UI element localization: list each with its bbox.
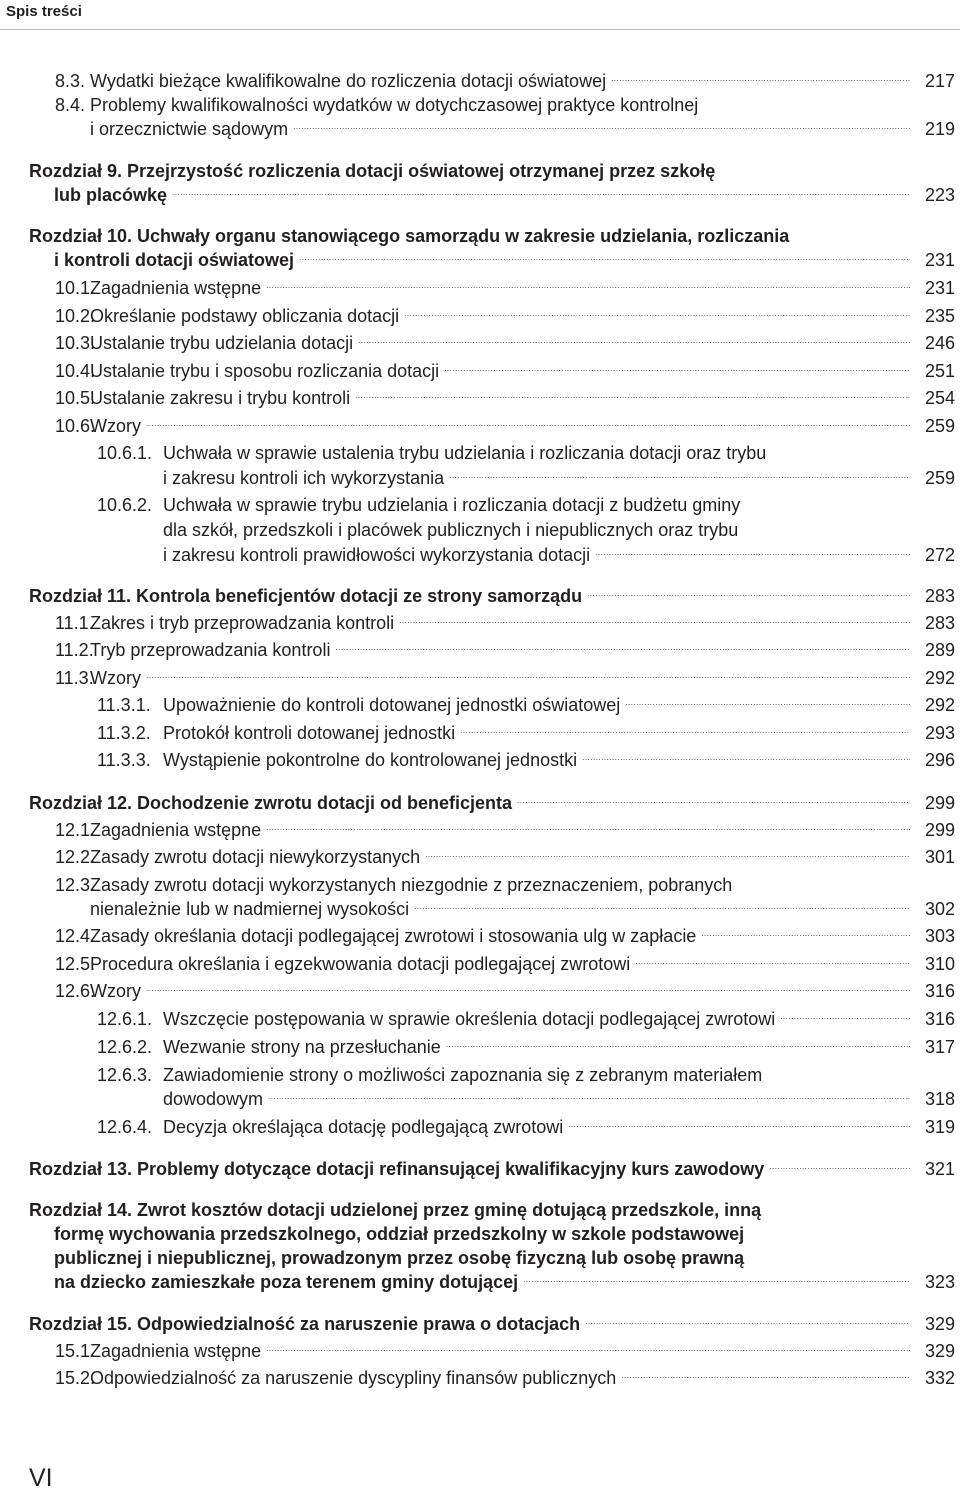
- toc-dot-leader: [358, 333, 910, 353]
- toc-dot-leader: [268, 1089, 910, 1109]
- toc-entry-page: 317: [924, 1037, 955, 1057]
- toc-dot-leader: [399, 613, 910, 633]
- toc-entry[interactable]: [97, 1065, 762, 1085]
- toc-entry[interactable]: [97, 723, 960, 743]
- toc-entry[interactable]: [29, 586, 960, 606]
- toc-entry-title: formę wychowania przedszkolnego, oddział przedszkolny w szkole podstawowej: [54, 1224, 745, 1244]
- toc-entry-title: Wzory: [90, 981, 141, 1001]
- toc-entry-page: 303: [924, 926, 955, 946]
- toc-entry-page: 259: [924, 468, 955, 488]
- toc-dot-leader: [460, 723, 910, 743]
- toc-entry-page: 318: [924, 1089, 955, 1109]
- toc-entry-title: lub placówkę: [54, 185, 168, 205]
- toc-entry-page: 296: [924, 750, 955, 770]
- toc-dot-leader: [611, 71, 910, 91]
- toc-entry-title: publicznej i niepublicznej, prowadzonym przez osobę fizyczną lub osobę prawną: [54, 1248, 745, 1268]
- toc-dot-leader: [568, 1117, 910, 1137]
- toc-entry-number: 8.3.: [55, 71, 86, 91]
- toc-entry-page: 231: [924, 250, 955, 270]
- toc-entry-number: Rozdział 12.: [29, 793, 133, 813]
- toc-entry[interactable]: [55, 954, 960, 974]
- toc-entry-page: 319: [924, 1117, 955, 1137]
- toc-entry[interactable]: [54, 185, 960, 205]
- toc-entry-title: nienależnie lub w nadmiernej wysokości: [90, 899, 410, 919]
- toc-entry-title: Zakres i tryb przeprowadzania kontroli: [90, 613, 395, 633]
- toc-entry[interactable]: [163, 468, 960, 488]
- toc-dot-leader: [585, 1314, 910, 1334]
- toc-entry[interactable]: [55, 306, 960, 326]
- toc-dot-leader: [299, 250, 910, 270]
- toc-entry-number: 11.3.1.: [97, 695, 151, 715]
- toc-entry-title: Wzory: [90, 416, 141, 436]
- toc-dot-leader: [449, 468, 910, 488]
- toc-entry-number: Rozdział 11.: [29, 586, 132, 606]
- toc-dot-leader: [625, 695, 910, 715]
- toc-entry-page: 293: [924, 723, 955, 743]
- toc-entry[interactable]: [55, 820, 960, 840]
- toc-entry[interactable]: [97, 495, 740, 515]
- toc-entry-page: 332: [924, 1368, 955, 1388]
- toc-entry-title: Ustalanie trybu i sposobu rozliczania dotacji: [90, 361, 440, 381]
- toc-dot-leader: [780, 1009, 910, 1029]
- toc-entry-title: Zasady określania dotacji podlegającej zwrotowi i stosowania ulg w zapłacie: [90, 926, 697, 946]
- toc-entry-page: 302: [924, 899, 955, 919]
- toc-entry-title: Ustalanie trybu udzielania dotacji: [90, 333, 354, 353]
- toc-entry[interactable]: [55, 278, 960, 298]
- toc-entry-number: 12.6.1.: [97, 1009, 153, 1029]
- toc-entry-number: Rozdział 10.: [29, 226, 133, 246]
- toc-dot-leader: [444, 361, 910, 381]
- toc-entry-title: na dziecko zamieszkałe poza terenem gminy dotującej: [54, 1272, 519, 1292]
- toc-entry[interactable]: [97, 443, 766, 463]
- toc-entry-page: 272: [924, 545, 955, 565]
- toc-dot-leader: [587, 586, 910, 606]
- toc-entry-number: 12.3.: [55, 875, 96, 895]
- toc-entry-page: 301: [924, 847, 955, 867]
- toc-entry-page: 321: [924, 1159, 955, 1179]
- toc-entry-number: 10.2.: [55, 306, 96, 326]
- toc-entry-number: 8.4.: [55, 95, 86, 115]
- toc-entry[interactable]: [29, 1200, 761, 1220]
- toc-entry[interactable]: [29, 1314, 960, 1334]
- toc-entry[interactable]: [163, 545, 960, 565]
- toc-entry-number: 10.6.1.: [97, 443, 153, 463]
- toc-entry-title: Uchwała w sprawie ustalenia trybu udzielania i rozliczania dotacji oraz trybu: [163, 443, 767, 463]
- toc-entry[interactable]: [29, 793, 960, 813]
- toc-entry[interactable]: [55, 613, 960, 633]
- toc-entry[interactable]: [90, 119, 960, 139]
- toc-dot-leader: [355, 388, 910, 408]
- toc-entry[interactable]: [54, 1272, 960, 1292]
- toc-dot-leader: [293, 119, 910, 139]
- toc-entry-title: Określanie podstawy obliczania dotacji: [90, 306, 400, 326]
- toc-entry-number: Rozdział 13.: [29, 1159, 133, 1179]
- toc-dot-leader: [414, 899, 910, 919]
- toc-entry-title: Procedura określania i egzekwowania dotacji podlegającej zwrotowi: [90, 954, 631, 974]
- toc-dot-leader: [425, 847, 910, 867]
- toc-entry-title: Zasady zwrotu dotacji wykorzystanych niezgodnie z przeznaczeniem, pobranych: [90, 875, 733, 895]
- toc-entry-title: dowodowym: [163, 1089, 264, 1109]
- toc-dot-leader: [146, 981, 910, 1001]
- toc-entry[interactable]: [90, 899, 960, 919]
- toc-dot-leader: [266, 820, 910, 840]
- toc-entry-page: 310: [924, 954, 955, 974]
- toc-entry-title: Decyzja określająca dotację podlegającą zwrotowi: [163, 1117, 564, 1137]
- toc-entry-page: 217: [924, 71, 955, 91]
- page-number: VI: [29, 1464, 53, 1492]
- toc-entry[interactable]: [55, 875, 732, 895]
- toc-entry[interactable]: [55, 847, 960, 867]
- toc-dot-leader: [517, 793, 910, 813]
- toc-entry-number: 12.6.2.: [97, 1037, 153, 1057]
- toc-entry[interactable]: [54, 250, 960, 270]
- toc-dot-leader: [701, 926, 910, 946]
- toc-entry-page: 289: [924, 640, 955, 660]
- toc-entry[interactable]: [55, 95, 698, 115]
- toc-entry[interactable]: [29, 161, 715, 181]
- toc-dot-leader: [146, 416, 910, 436]
- toc-entry-number: 10.5.: [55, 388, 96, 408]
- toc-entry-title: i orzecznictwie sądowym: [90, 119, 289, 139]
- toc-dot-leader: [335, 640, 910, 660]
- toc-entry-number: 10.4.: [55, 361, 96, 381]
- toc-entry-number: 11.3.3.: [97, 750, 151, 770]
- toc-dot-leader: [404, 306, 910, 326]
- toc-entry-page: 299: [924, 820, 955, 840]
- toc-entry-number: Rozdział 9.: [29, 161, 123, 181]
- toc-entry[interactable]: [163, 1089, 960, 1109]
- toc-entry-number: 10.1.: [55, 278, 96, 298]
- toc-entry[interactable]: [97, 1117, 960, 1137]
- toc-entry[interactable]: [55, 333, 960, 353]
- toc-entry-number: 11.1.: [55, 613, 94, 633]
- toc-dot-leader: [621, 1368, 910, 1388]
- toc-entry-page: 283: [924, 613, 955, 633]
- toc-entry-title: Problemy kwalifikowalności wydatków w dotychczasowej praktyce kontrolnej: [90, 95, 699, 115]
- toc-entry-number: 12.2.: [55, 847, 96, 867]
- toc-entry-title: Zagadnienia wstępne: [90, 820, 262, 840]
- toc-entry-title: i zakresu kontroli prawidłowości wykorzystania dotacji: [163, 545, 591, 565]
- toc-entry-page: 316: [924, 981, 955, 1001]
- toc-entry-title: Tryb przeprowadzania kontroli: [90, 640, 331, 660]
- toc-entry[interactable]: [97, 1009, 960, 1029]
- toc-entry-title: Przejrzystość rozliczenia dotacji oświatowej otrzymanej przez szkołę: [127, 161, 716, 181]
- toc-entry-page: 292: [924, 668, 955, 688]
- toc-entry-number: 12.6.3.: [97, 1065, 153, 1085]
- toc-entry-page: 235: [924, 306, 955, 326]
- toc-entry-title: Zasady zwrotu dotacji niewykorzystanych: [90, 847, 421, 867]
- toc-entry-page: 292: [924, 695, 955, 715]
- toc-entry[interactable]: [55, 926, 960, 946]
- toc-entry-number: 10.6.: [55, 416, 96, 436]
- toc-entry[interactable]: [55, 71, 960, 91]
- toc-entry[interactable]: [55, 1341, 960, 1361]
- toc-entry-title: Wszczęcie postępowania w sprawie określenia dotacji podlegającej zwrotowi: [163, 1009, 776, 1029]
- toc-entry-page: 329: [924, 1341, 955, 1361]
- toc-dot-leader: [523, 1272, 910, 1292]
- toc-entry-number: 11.2.: [55, 640, 94, 660]
- header-title: Spis treści: [6, 3, 82, 20]
- toc-entry-number: 10.3.: [55, 333, 96, 353]
- toc-entry-number: 12.6.4.: [97, 1117, 153, 1137]
- toc-entry-title: Wzory: [90, 668, 141, 688]
- toc-dot-leader: [446, 1037, 910, 1057]
- toc-entry-title: Zagadnienia wstępne: [90, 1341, 262, 1361]
- toc-entry-number: Rozdział 15.: [29, 1314, 133, 1334]
- toc-entry-number: 11.3.: [55, 668, 94, 688]
- toc-entry-number: Rozdział 14.: [29, 1200, 133, 1220]
- toc-dot-leader: [635, 954, 910, 974]
- toc-entry-number: 15.1.: [55, 1341, 96, 1361]
- toc-entry-title: Zawiadomienie strony o możliwości zapoznania się z zebranym materiałem: [163, 1065, 763, 1085]
- toc-entry-title: Problemy dotyczące dotacji refinansującej kwalifikacyjny kurs zawodowy: [137, 1159, 765, 1179]
- toc-entry-page: 246: [924, 333, 955, 353]
- toc-entry-title: Protokół kontroli dotowanej jednostki: [163, 723, 456, 743]
- toc-entry[interactable]: [29, 226, 789, 246]
- toc-entry-number: 12.4.: [55, 926, 96, 946]
- toc-dot-leader: [266, 1341, 910, 1361]
- toc-entry[interactable]: [97, 1037, 960, 1057]
- toc-entry-page: 219: [924, 119, 955, 139]
- toc-entry[interactable]: [55, 388, 960, 408]
- toc-entry-title: dla szkół, przedszkoli i placówek publicznych i niepublicznych oraz trybu: [163, 520, 739, 540]
- toc-entry-page: 251: [924, 361, 955, 381]
- toc-entry-number: 12.5.: [55, 954, 96, 974]
- toc-dot-leader: [582, 750, 910, 770]
- toc-entry-title: Odpowiedzialność za naruszenie dyscypliny finansów publicznych: [90, 1368, 617, 1388]
- toc-entry-number: 12.1.: [55, 820, 96, 840]
- toc-entry[interactable]: [54, 1248, 744, 1268]
- toc-entry-page: 231: [924, 278, 955, 298]
- toc-entry-title: Uchwały organu stanowiącego samorządu w zakresie udzielania, rozliczania: [137, 226, 790, 246]
- toc-entry-title: Kontrola beneficjentów dotacji ze strony samorządu: [136, 586, 583, 606]
- toc-entry-number: 15.2.: [55, 1368, 96, 1388]
- toc-entry-title: Wydatki bieżące kwalifikowalne do rozliczenia dotacji oświatowej: [90, 71, 607, 91]
- toc-entry-number: 11.3.2.: [97, 723, 151, 743]
- toc-entry[interactable]: [55, 361, 960, 381]
- toc-entry-title: Dochodzenie zwrotu dotacji od beneficjenta: [137, 793, 513, 813]
- toc-entry[interactable]: [55, 1368, 960, 1388]
- toc-entry-number: 10.6.2.: [97, 495, 153, 515]
- toc-entry-page: 223: [924, 185, 955, 205]
- toc-entry-title: Zagadnienia wstępne: [90, 278, 262, 298]
- toc-entry-page: 299: [924, 793, 955, 813]
- toc-dot-leader: [769, 1159, 910, 1179]
- toc-entry-title: Wystąpienie pokontrolne do kontrolowanej jednostki: [163, 750, 578, 770]
- toc-entry[interactable]: [55, 640, 960, 660]
- toc-dot-leader: [595, 545, 910, 565]
- toc-entry-title: i zakresu kontroli ich wykorzystania: [163, 468, 445, 488]
- toc-entry-title: Odpowiedzialność za naruszenie prawa o dotacjach: [137, 1314, 581, 1334]
- toc-entry[interactable]: [55, 981, 960, 1001]
- toc-entry-page: 316: [924, 1009, 955, 1029]
- toc-entry[interactable]: [163, 520, 738, 540]
- toc-entry-title: Zwrot kosztów dotacji udzielonej przez gminę dotującą przedszkole, inną: [137, 1200, 762, 1220]
- toc-entry-page: 254: [924, 388, 955, 408]
- toc-entry-page: 323: [924, 1272, 955, 1292]
- toc-dot-leader: [146, 668, 910, 688]
- toc-entry[interactable]: [97, 695, 960, 715]
- toc-dot-leader: [172, 185, 910, 205]
- toc-entry[interactable]: [97, 750, 960, 770]
- toc-entry[interactable]: [55, 416, 960, 436]
- toc-entry-title: i kontroli dotacji oświatowej: [54, 250, 295, 270]
- toc-entry-page: 259: [924, 416, 955, 436]
- toc-entry-number: 12.6.: [55, 981, 96, 1001]
- toc-entry[interactable]: [54, 1224, 744, 1244]
- toc-entry-page: 329: [924, 1314, 955, 1334]
- toc-entry-page: 283: [924, 586, 955, 606]
- toc-entry[interactable]: [29, 1159, 960, 1179]
- toc-entry[interactable]: [55, 668, 960, 688]
- toc-entry-title: Wezwanie strony na przesłuchanie: [163, 1037, 441, 1057]
- toc-entry-title: Uchwała w sprawie trybu udzielania i rozliczania dotacji z budżetu gminy: [163, 495, 741, 515]
- toc-dot-leader: [266, 278, 910, 298]
- toc-entry-title: Ustalanie zakresu i trybu kontroli: [90, 388, 351, 408]
- toc-entry-title: Upoważnienie do kontroli dotowanej jednostki oświatowej: [163, 695, 621, 715]
